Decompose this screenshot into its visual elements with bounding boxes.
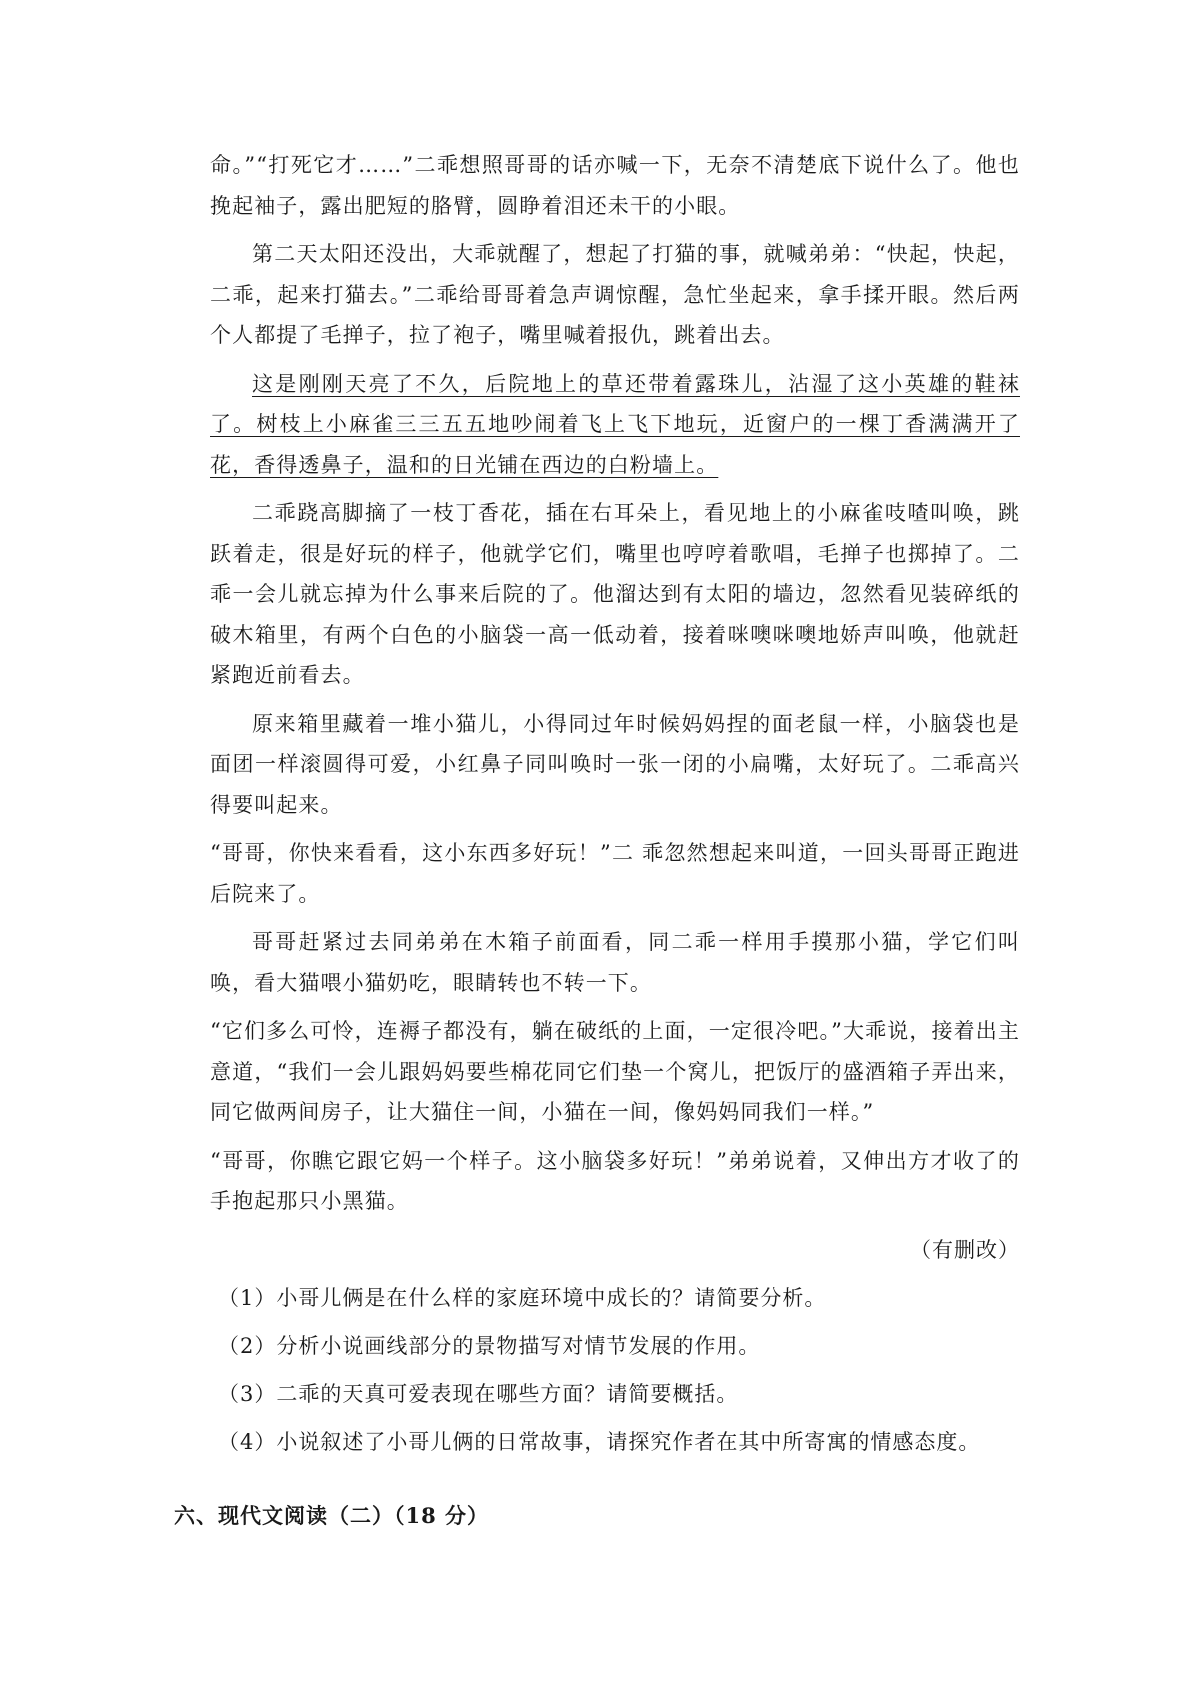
- source-note: （有删改）: [910, 1237, 1020, 1262]
- question-item: （3）二乖的天真可爱表现在哪些方面？请简要概括。: [218, 1381, 739, 1406]
- section-heading: 六、现代文阅读（二）（18 分）: [174, 1503, 490, 1528]
- passage-paragraph: “哥哥，你瞧它跟它妈一个样子。这小脑袋多好玩！”弟弟说着，又伸出方才收了的手抱起那只小黑猫。: [210, 1148, 1020, 1213]
- passage-paragraph: 二乖跷高脚摘了一枝丁香花，插在右耳朵上，看见地上的小麻雀吱喳叫唤，跳跃着走，很是好玩的样子，他就学它们，嘴里也哼哼着歌唱，毛掸子也掷掉了。二乖一会儿就忘掉为什么事来后院的了。他溜达到有太阳的墙边，忽然看见装碎纸的破木箱里，有两个白色的小脑袋一高一低动着，接着咪噢咪噢地娇声叫唤，他就赶紧跑近前看去。: [210, 501, 1020, 687]
- question-item: （1）小哥儿俩是在什么样的家庭环境中成长的？请简要分析。: [218, 1285, 827, 1310]
- passage-paragraph: 原来箱里藏着一堆小猫儿，小得同过年时候妈妈捏的面老鼠一样，小脑袋也是面团一样滚圆得可爱，小红鼻子同叫唤时一张一闭的小扁嘴，太好玩了。二乖高兴得要叫起来。: [210, 711, 1020, 817]
- passage-paragraph: 第二天太阳还没出，大乖就醒了，想起了打猫的事，就喊弟弟：“快起，快起，二乖，起来打猫去。”二乖给哥哥着急声调惊醒，急忙坐起来，拿手揉开眼。然后两个人都提了毛掸子，拉了袍子，嘴里喊着报仇，跳着出去。: [210, 242, 1020, 347]
- passage-paragraph: “它们多么可怜，连褥子都没有，躺在破纸的上面，一定很冷吧。”大乖说，接着出主意道，“我们一会儿跟妈妈要些棉花同它们垫一个窝儿，把饭厅的盛酒箱子弄出来，同它做两间房子，让大猫住一间，小猫在一间，像妈妈同我们一样。”: [210, 1019, 1020, 1124]
- underlined-text: 这是刚刚天亮了不久，后院地上的草还带着露珠儿，沾湿了这小英雄的鞋袜了。树枝上小麻雀三三五五地吵闹着飞上飞下地玩，近窗户的一棵丁香满满开了花，香得透鼻子，温和的日光铺在西边的白粉墙上。: [210, 371, 1020, 477]
- reading-passage: [210, 145, 1020, 1470]
- question-list: [210, 1278, 1020, 1462]
- passage-paragraph: 哥哥赶紧过去同弟弟在木箱子前面看，同二乖一样用手摸那小猫，学它们叫唤，看大猫喂小猫奶吃，眼睛转也不转一下。: [210, 930, 1020, 995]
- passage-paragraph: “哥哥，你快来看看，这小东西多好玩！”二 乖忽然想起来叫道，一回头哥哥正跑进后院来了。: [210, 841, 1020, 906]
- question-item: （2）分析小说画线部分的景物描写对情节发展的作用。: [218, 1333, 761, 1358]
- underlined-scenery-paragraph: [210, 364, 1020, 486]
- question-item: （4）小说叙述了小哥儿俩的日常故事，请探究作者在其中所寄寓的情感态度。: [218, 1429, 981, 1454]
- passage-paragraph: 命。”“打死它才……”二乖想照哥哥的话亦喊一下，无奈不清楚底下说什么了。他也挽起袖子，露出肥短的胳臂，圆睁着泪还未干的小眼。: [210, 153, 1020, 218]
